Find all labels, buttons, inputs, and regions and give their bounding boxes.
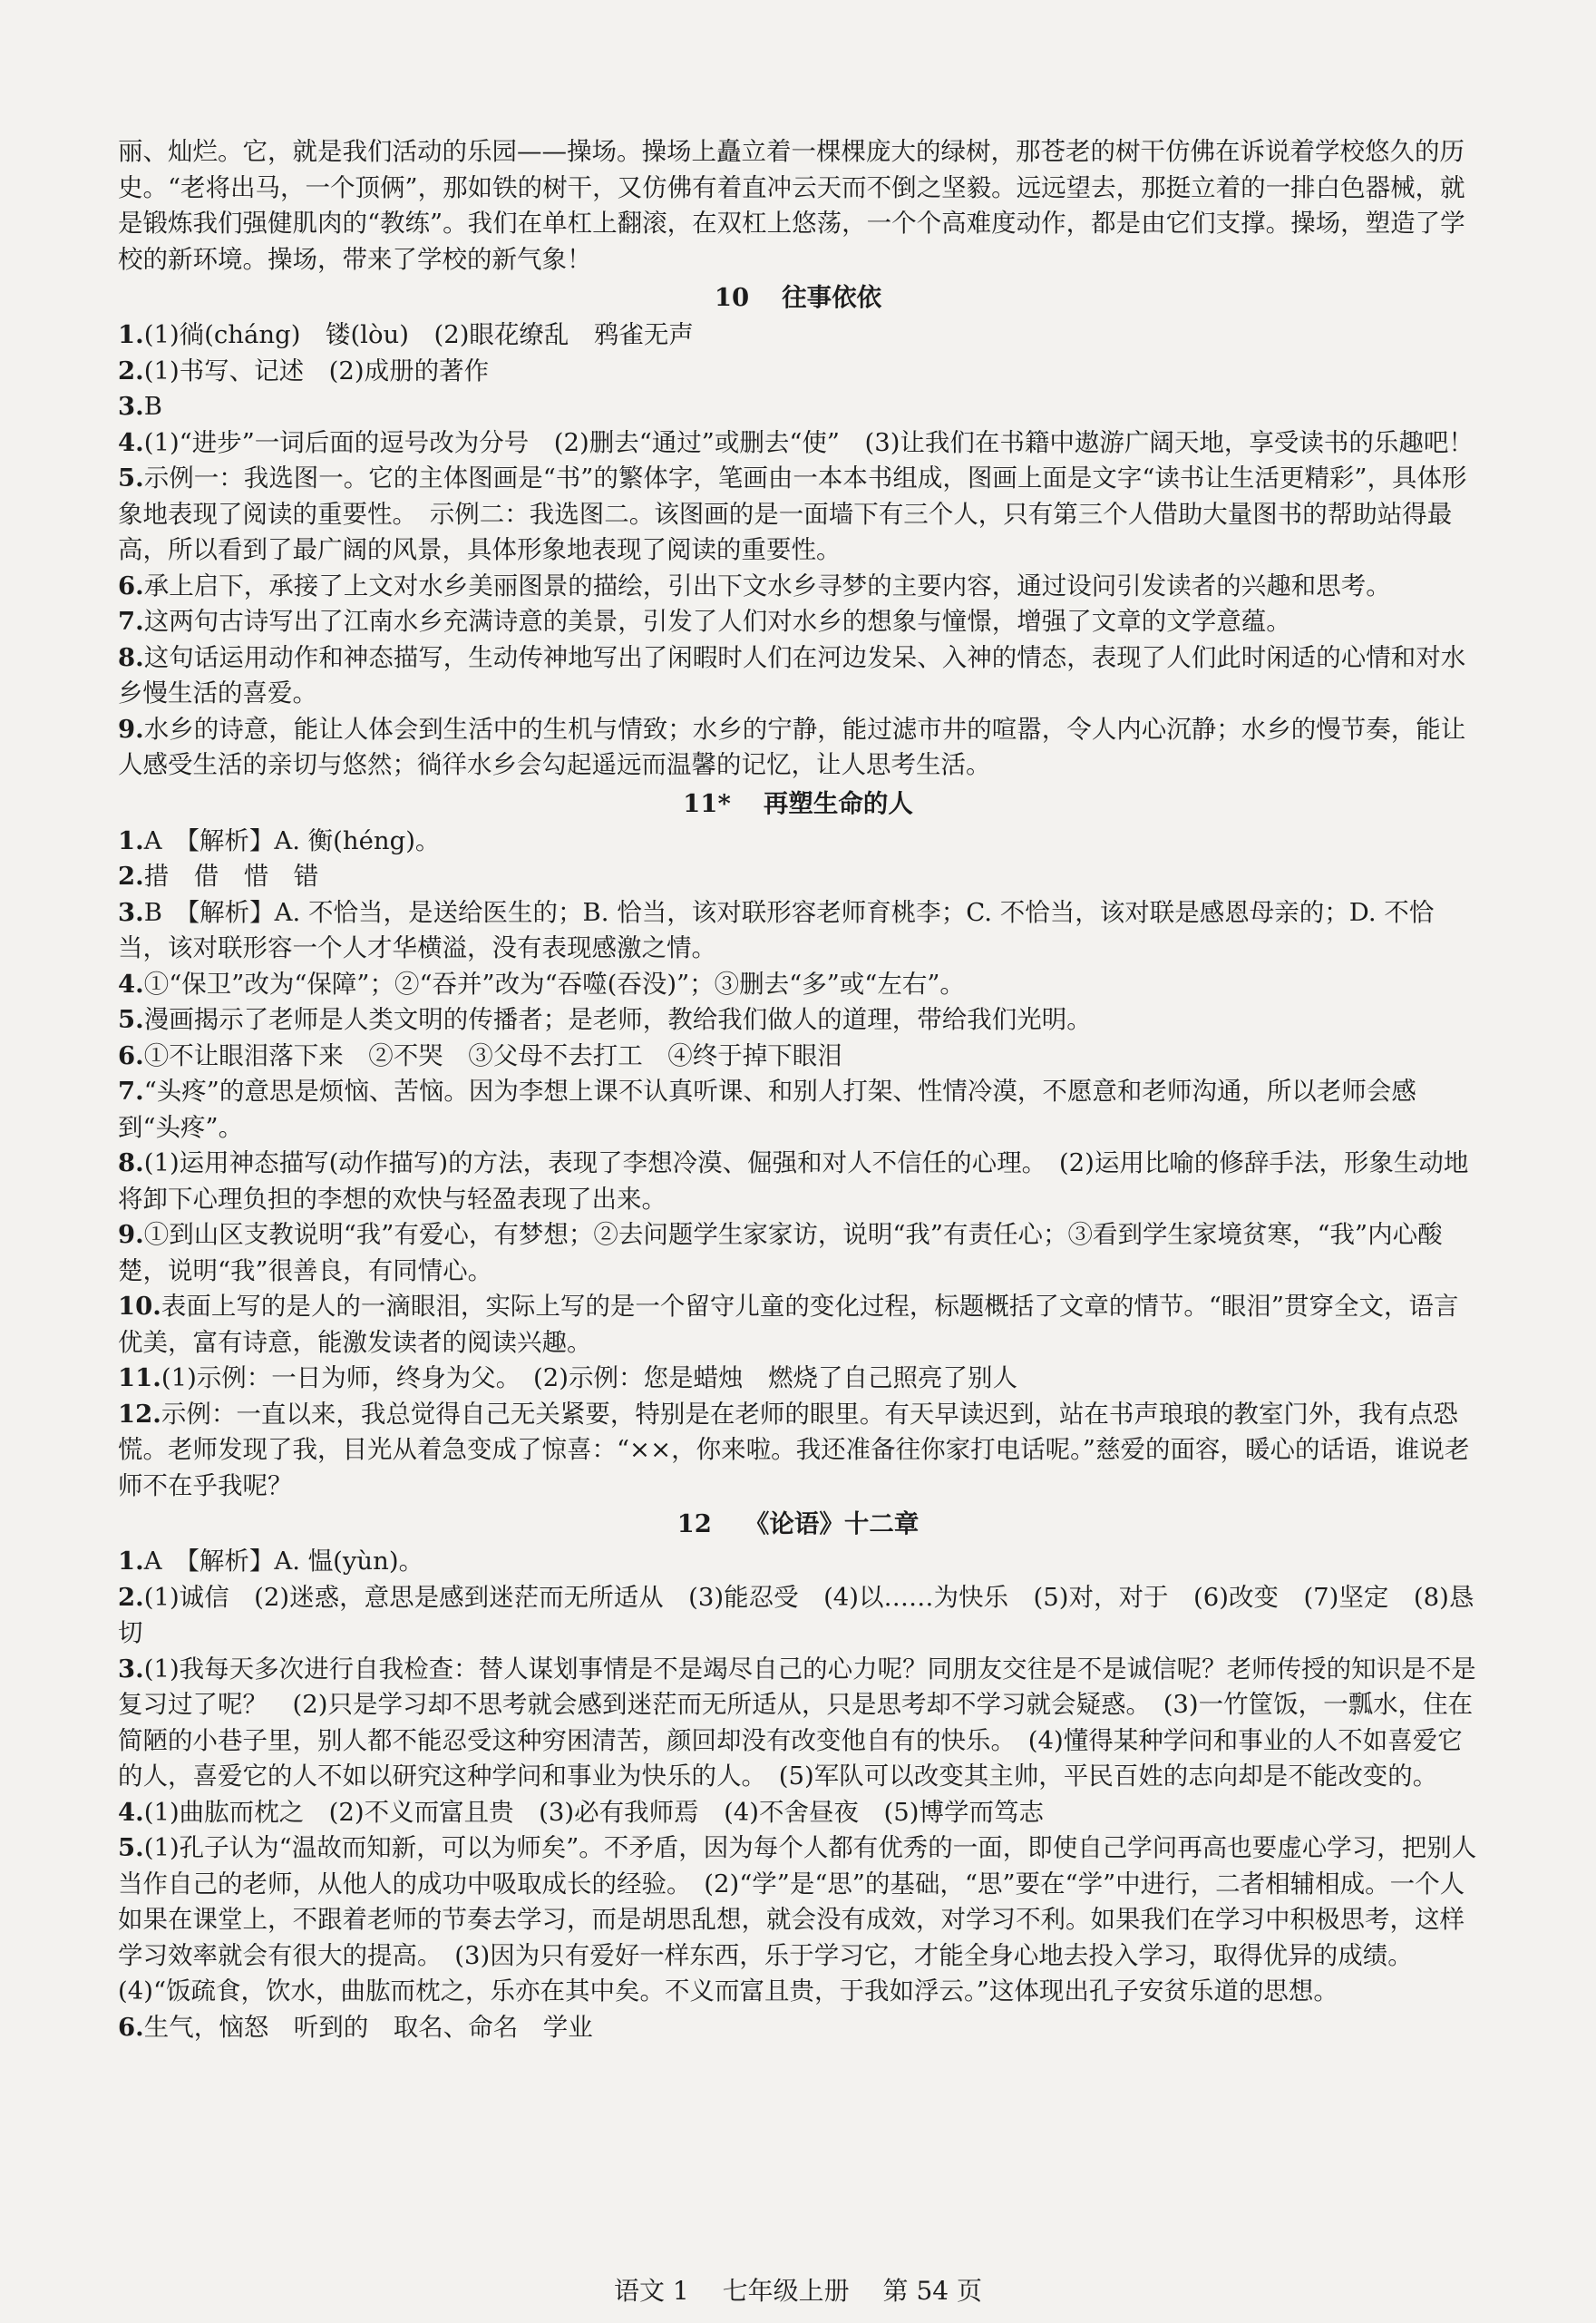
answer-item [118, 824, 1478, 860]
answer-item [118, 389, 1478, 425]
answer-text: “头疼”的意思是烦恼、苦恼。因为李想上课不认真听课、和别人打架、性情冷漠，不愿意和老师沟通，所以老师会感到“头疼”。 [118, 1077, 1416, 1142]
section-number: 10 [714, 283, 750, 312]
answer-text: 生气，恼怒 听到的 取名、命名 学业 [143, 2012, 593, 2042]
section-number: 11* [683, 788, 731, 818]
answer-number: 3. [118, 392, 144, 421]
answer-number: 4. [118, 427, 144, 457]
answer-item [118, 1217, 1478, 1289]
answer-number: 9. [118, 714, 144, 744]
answer-text: (1)书写、记述 (2)成册的著作 [143, 356, 490, 386]
answer-text: 示例：一直以来，我总觉得自己无关紧要，特别是在老师的眼里。有天早读迟到，站在书声琅琅的教室门外，我有点恐慌。老师发现了我，目光从着急变成了惊喜：“××，你来啦。我还准备往你家打电话呢。”慈爱的面容，暖心的话语，谁说老师不在乎我呢？ [118, 1399, 1470, 1500]
answer-item [118, 1361, 1478, 1397]
answer-number: 1. [118, 320, 144, 349]
answer-item [118, 1652, 1478, 1795]
answer-item [118, 1002, 1478, 1039]
answer-number: 2. [118, 1582, 144, 1612]
answer-number: 7. [118, 1077, 144, 1106]
answer-text: B [143, 392, 162, 421]
section-title: 往事依依 [782, 283, 882, 312]
answer-text: (1)曲肱而枕之 (2)不义而富且贵 (3)必有我师焉 (4)不舍昼夜 (5)博学而笃志 [143, 1797, 1044, 1827]
answer-item [118, 1289, 1478, 1361]
footer-subject: 语文 1 [614, 2276, 689, 2306]
answer-item [118, 1795, 1478, 1831]
answer-number: 1. [118, 1547, 144, 1576]
answer-item [118, 317, 1478, 354]
answer-number: 5. [118, 1833, 144, 1862]
section-title: 再塑生命的人 [763, 788, 913, 818]
answer-text: (1)运用神态描写(动作描写)的方法，表现了李想冷漠、倔强和对人不信任的心理。 (2)运用比喻的修辞手法，形象生动地将卸下心理负担的李想的欢快与轻盈表现了出来。 [118, 1148, 1469, 1214]
answer-number: 2. [118, 356, 144, 386]
answer-text: B 【解析】A. 不恰当，是送给医生的；B. 恰当，该对联形容老师育桃李；C. 不恰当，该对联是感恩母亲的；D. 不恰当，该对联形容一个人才华横溢，没有表现感激之情。 [118, 897, 1435, 962]
answer-item [118, 569, 1478, 605]
answer-number: 11. [118, 1363, 161, 1392]
answer-number: 2. [118, 862, 144, 891]
answer-item [118, 859, 1478, 895]
answer-number: 12. [118, 1399, 161, 1429]
answer-number: 8. [118, 1148, 144, 1177]
answer-text: A 【解析】A. 愠(yùn)。 [143, 1547, 424, 1576]
answer-text: (1)我每天多次进行自我检查：替人谋划事情是不是竭尽自己的心力呢？同朋友交往是不是诚信呢？老师传授的知识是不是复习过了呢？ (2)只是学习却不思考就会感到迷茫而无所适从，只是思考却不学习就会疑惑。 (3)一竹筐饭，一瓢水，住在简陋的小巷子里，别人都不能忍受这种穷困清苦，颜回却没有改变他自有的快乐。 (4)懂得某种学问和事业的人不如喜爱它的人，喜爱它的人不如以研究这种学问和事业为快乐的人。 (5)军队可以改变其主帅，平民百姓的志向却是不能改变的。 [118, 1654, 1476, 1791]
answer-number: 9. [118, 1220, 144, 1249]
answer-item [118, 967, 1478, 1003]
section-heading [118, 786, 1478, 822]
answer-text: A 【解析】A. 衡(héng)。 [143, 825, 441, 855]
answer-number: 6. [118, 1040, 144, 1070]
answer-sections [118, 279, 1478, 2045]
answer-text: (1)诚信 (2)迷惑，意思是感到迷茫而无所适从 (3)能忍受 (4)以……为快乐 (5)对，对于 (6)改变 (7)坚定 (8)恳切 [118, 1582, 1474, 1647]
section-number: 12 [676, 1509, 712, 1538]
answer-item [118, 425, 1478, 462]
answer-text: (1)孔子认为“温故而知新，可以为师矣”。不矛盾，因为每个人都有优秀的一面，即使自己学问再高也要虚心学习，把别人当作自己的老师，从他人的成功中吸取成长的经验。 (2)“学”是“思”的基础，“思”要在“学”中进行，二者相辅相成。一个人如果在课堂上，不跟着老师的节奏去学习，而是胡思乱想，就会没有成效，对学习不利。如果我们在学习中积极思考，这样学习效率就会有很大的提高。 (3)因为只有爱好一样东西，乐于学习它，才能全身心地去投入学习，取得优异的成绩。 (4)“饭疏食，饮水，曲肱而枕之，乐亦在其中矣。不义而富且贵，于我如浮云。”这体现出孔子安贫乐道的思想。 [118, 1833, 1477, 2006]
answer-text: ①“保卫”改为“保障”；②“吞并”改为“吞噬(吞没)”；③删去“多”或“左右”。 [143, 969, 965, 999]
answer-item [118, 1397, 1478, 1505]
section-heading [118, 279, 1478, 316]
answer-number: 6. [118, 2012, 144, 2042]
answer-number: 1. [118, 825, 144, 855]
answer-number: 6. [118, 571, 144, 600]
answer-number: 5. [118, 1005, 144, 1034]
answer-text: 措 借 惜 错 [143, 862, 319, 891]
footer-page-number: 第 54 页 [882, 2276, 982, 2306]
answer-item [118, 712, 1478, 784]
answer-number: 4. [118, 969, 144, 999]
answer-number: 7. [118, 607, 144, 636]
section-title: 《论语》十二章 [744, 1509, 920, 1538]
page-footer [0, 2273, 1596, 2309]
answer-text: 漫画揭示了老师是人类文明的传播者；是老师，教给我们做人的道理，带给我们光明。 [143, 1005, 1092, 1034]
answer-item [118, 604, 1478, 640]
answer-text: 这两句古诗写出了江南水乡充满诗意的美景，引发了人们对水乡的想象与憧憬，增强了文章的文学意蕴。 [143, 607, 1291, 636]
answer-item [118, 1146, 1478, 1217]
answer-text: 水乡的诗意，能让人体会到生活中的生机与情致；水乡的宁静，能过滤市井的喧嚣，令人内心沉静；水乡的慢节奏，能让人感受生活的亲切与悠然；徜徉水乡会勾起遥远而温馨的记忆，让人思考生活。 [118, 714, 1466, 779]
answer-number: 3. [118, 897, 144, 927]
answer-number: 5. [118, 464, 144, 493]
answer-number: 8. [118, 642, 144, 672]
answer-text: (1)示例：一日为师，终身为父。 (2)示例：您是蜡烛 燃烧了自己照亮了别人 [161, 1363, 1017, 1392]
answer-text: 表面上写的是人的一滴眼泪，实际上写的是一个留守儿童的变化过程，标题概括了文章的情节。“眼泪”贯穿全文，语言优美，富有诗意，能激发读者的阅读兴趣。 [118, 1292, 1459, 1357]
answer-item [118, 1039, 1478, 1075]
answer-number: 10. [118, 1292, 161, 1321]
intro-paragraph: 丽、灿烂。它，就是我们活动的乐园——操场。操场上矗立着一棵棵庞大的绿树，那苍老的树干仿佛在诉说着学校悠久的历史。“老将出马，一个顶俩”，那如铁的树干，又仿佛有着直冲云天而不倒之坚毅。远远望去，那挺立着的一排白色器械，就是锻炼我们强健肌肉的“教练”。我们在单杠上翻滚，在双杠上悠荡，一个个高难度动作，都是由它们支撑。操场，塑造了学校的新环境。操场，带来了学校的新气象！ [118, 137, 1465, 274]
section-heading [118, 1506, 1478, 1542]
answer-item [118, 640, 1478, 712]
answer-item [118, 1580, 1478, 1652]
answer-text: 示例一：我选图一。它的主体图画是“书”的繁体字，笔画由一本本书组成，图画上面是文字“读书让生活更精彩”，具体形象地表现了阅读的重要性。 示例二：我选图二。该图画的是一面墙下有三个人，只有第三个人借助大量图书的帮助站得最高，所以看到了最广阔的风景，具体形象地表现了阅读的重要性。 [118, 464, 1467, 564]
answer-text: (1)“进步”一词后面的逗号改为分号 (2)删去“通过”或删去“使” (3)让我们在书籍中遨游广阔天地，享受读书的乐趣吧！ [143, 427, 1474, 457]
answer-item [118, 354, 1478, 390]
answer-text: 承上启下，承接了上文对水乡美丽图景的描绘，引出下文水乡寻梦的主要内容，通过设问引发读者的兴趣和思考。 [143, 571, 1391, 600]
answer-item [118, 1544, 1478, 1580]
answer-number: 3. [118, 1654, 144, 1684]
answer-item [118, 1830, 1478, 2010]
answer-text: ①不让眼泪落下来 ②不哭 ③父母不去打工 ④终于掉下眼泪 [143, 1040, 842, 1070]
answer-text: (1)徜(cháng) 镂(lòu) (2)眼花缭乱 鸦雀无声 [143, 320, 694, 349]
answer-item [118, 1074, 1478, 1146]
footer-grade: 七年级上册 [722, 2276, 850, 2306]
answer-item [118, 2010, 1478, 2046]
answer-number: 4. [118, 1797, 144, 1827]
answer-text: 这句话运用动作和神态描写，生动传神地写出了闲暇时人们在河边发呆、入神的情态，表现了人们此时闲适的心情和对水乡慢生活的喜爱。 [118, 642, 1466, 708]
answer-text: ①到山区支教说明“我”有爱心，有梦想；②去问题学生家家访，说明“我”有责任心；③看到学生家境贫寒，“我”内心酸楚，说明“我”很善良，有同情心。 [118, 1220, 1443, 1285]
answer-item [118, 461, 1478, 569]
answer-item [118, 895, 1478, 967]
